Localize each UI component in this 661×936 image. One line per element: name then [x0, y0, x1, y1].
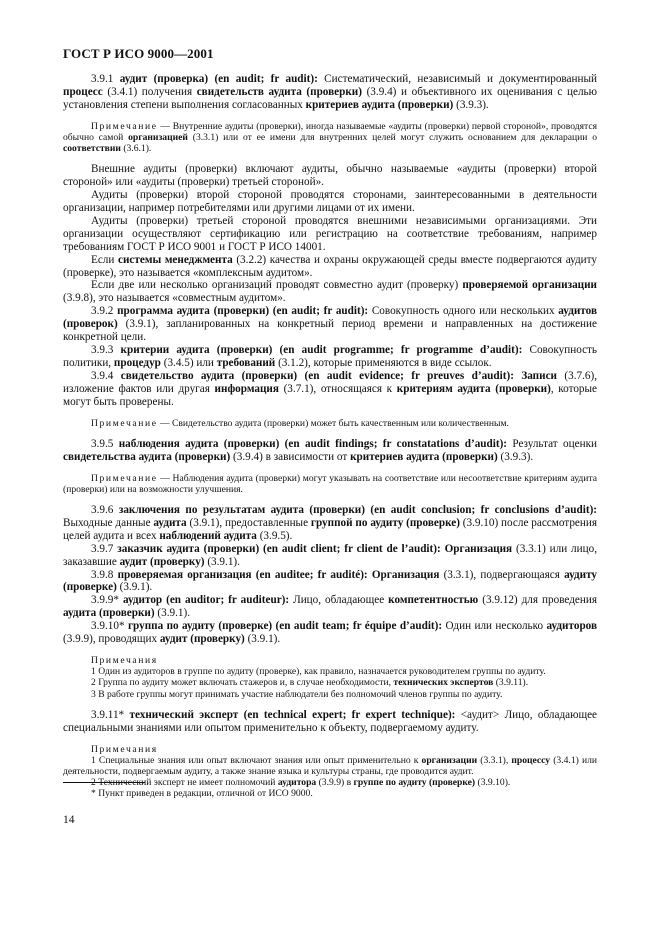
- definition-3-9-1: 3.9.1 аудит (проверка) (en audit; fr audit): Систематический, независимый и документированный процесс (3.4.1) получения свидетельств аудита (проверки) (3.9.4) и объективного их оценивания с целью установления степени выполнения согласованных критериев аудита (проверки) (3.9.3).: [63, 73, 597, 111]
- note-3-9-5: Примечание — Наблюдения аудита (проверки) могут указывать на соответствие или несоответствие критериям аудита (проверки) или на возможности улучшения.: [63, 472, 597, 495]
- note-3-9-10-item-2: 2 Группа по аудиту может включать стажеров и, в случае необходимости, технических экспертов (3.9.11).: [91, 677, 529, 689]
- definition-3-9-10: 3.9.10* группа по аудиту (проверке) (en audit team; fr équipe d’audit): Один или несколько аудиторов (3.9.9), проводящих аудит (проверку) (3.9.1).: [63, 620, 598, 646]
- paragraph-third-party: Аудиты (проверки) третьей стороной проводятся внешними независимыми организациями. Эти организации осуществляют сертификацию или регистрацию на соответствие требованиям, например требованиям ГОСТ Р ИСО 9001 и ГОСТ Р ИСО 14001.: [63, 214, 597, 253]
- note-3-9-11-item-1: 1 Специальные знания или опыт включают знания или опыт применительно к организации (3.3.1), процессу (3.4.1) или деятельности, подвергаемым аудиту, а также знание языка и культуры страны, где проводится аудит.: [63, 754, 597, 777]
- paragraph-second-party: Аудиты (проверки) второй стороной проводятся сторонами, заинтересованными в деятельности организации, например потребителями или другими лицами от их имени.: [63, 189, 597, 215]
- paragraph-joint-audit: Если две или несколько организаций проводят совместно аудит (проверку) проверяемой организации (3.9.8), это называется «совместным аудитом».: [63, 279, 597, 305]
- document-header: ГОСТ Р ИСО 9000—2001: [63, 46, 214, 61]
- definition-3-9-9: 3.9.9* аудитор (en auditor; fr auditeur): Лицо, обладающее компетентностью (3.9.12) для проведения аудита (проверки) (3.9.1).: [63, 594, 598, 620]
- footnote: * Пункт приведен в редакции, отличной от ИСО 9000.: [91, 788, 313, 799]
- definition-3-9-8: 3.9.8 проверяемая организация (en auditee; fr audité): Организация (3.3.1), подвергающаяся аудиту (проверке) (3.9.1).: [63, 568, 598, 594]
- document-body: [63, 73, 597, 788]
- note-3-9-4: Примечание — Свидетельство аудита (проверки) может быть качественным или количественным.: [91, 417, 509, 429]
- definition-3-9-4: 3.9.4 свидетельство аудита (проверки) (en audit evidence; fr preuves d’audit): Записи (3.7.6), изложение фактов или другая информация (3.7.1), относящаяся к критериям аудита (проверки), которые могут быть проверены.: [63, 369, 598, 408]
- paragraph-combined-audit: Если системы менеджмента (3.2.2) качества и охраны окружающей среды вместе подвергаются аудиту (проверке), это называется «комплексным аудитом».: [63, 253, 597, 279]
- footnote-divider: [63, 782, 145, 783]
- definition-3-9-3: 3.9.3 критерии аудита (проверки) (en audit programme; fr programme d’audit): Совокупность политики, процедур (3.4.5) или требований (3.1.2), которые применяются в виде ссылок.: [63, 344, 598, 369]
- notes-heading-3-9-10: Примечания: [91, 654, 158, 666]
- note-3-9-10-item-3: 3 В работе группы могут принимать участие наблюдатели без полномочий членов группы по аудиту.: [91, 688, 503, 700]
- definition-3-9-6: 3.9.6 заключения по результатам аудита (проверки) (en audit conclusion; fr conclusions d’audit): Выходные данные аудита (3.9.1), предоставленные группой по аудиту (проверке) (3.9.10) после рассмотрения целей аудита и всех наблюдений аудита (3.9.5).: [63, 503, 598, 542]
- note-3-9-10-item-1: 1 Один из аудиторов в группе по аудиту (проверке), как правило, назначается руководителем группы по аудиту.: [91, 666, 546, 678]
- definition-3-9-11: 3.9.11* технический эксперт (en technical expert; fr expert technique): <аудит> Лицо, обладающее специальными знаниями или опытом применительно к объекту, подвергаемому аудиту.: [63, 708, 598, 734]
- term: аудит (проверка): [119, 73, 209, 85]
- page-number: 14: [63, 814, 75, 826]
- note-3-9-11-item-2: 2 Технический эксперт не имеет полномочий аудитора (3.9.9) в группе по аудиту (проверке) (3.9.10).: [91, 777, 511, 789]
- definition-3-9-2: 3.9.2 программа аудита (проверки) (en audit; fr audit): Совокупность одного или нескольких аудитов (проверок) (3.9.1), запланированных на конкретный период времени и направленных на достижение конкретной цели.: [63, 305, 598, 344]
- notes-heading-3-9-11: Примечания: [91, 743, 158, 755]
- definition-3-9-5: 3.9.5 наблюдения аудита (проверки) (en audit findings; fr constatations d’audit): Результат оценки свидетельства аудита (проверки) (3.9.4) в зависимости от критериев аудита (проверки) (3.9.3).: [63, 437, 597, 463]
- note-3-9-1: Примечание — Внутренние аудиты (проверки), иногда называемые «аудиты (проверки) первой стороной», проводятся обычно самой организацией (3.3.1) или от ее имени для внутренних целей могут служить основанием для декларации о соответствии (3.6.1).: [63, 120, 597, 155]
- paragraph-external-audits: Внешние аудиты (проверки) включают аудиты, обычно называемые «аудиты (проверки) второй стороной» или «аудиты (проверки) третьей стороной».: [63, 163, 597, 189]
- definition-3-9-7: 3.9.7 заказчик аудита (проверки) (en audit client; fr client de l’audit): Организация (3.3.1) или лицо, заказавшие аудит (проверку) (3.9.1).: [63, 542, 598, 568]
